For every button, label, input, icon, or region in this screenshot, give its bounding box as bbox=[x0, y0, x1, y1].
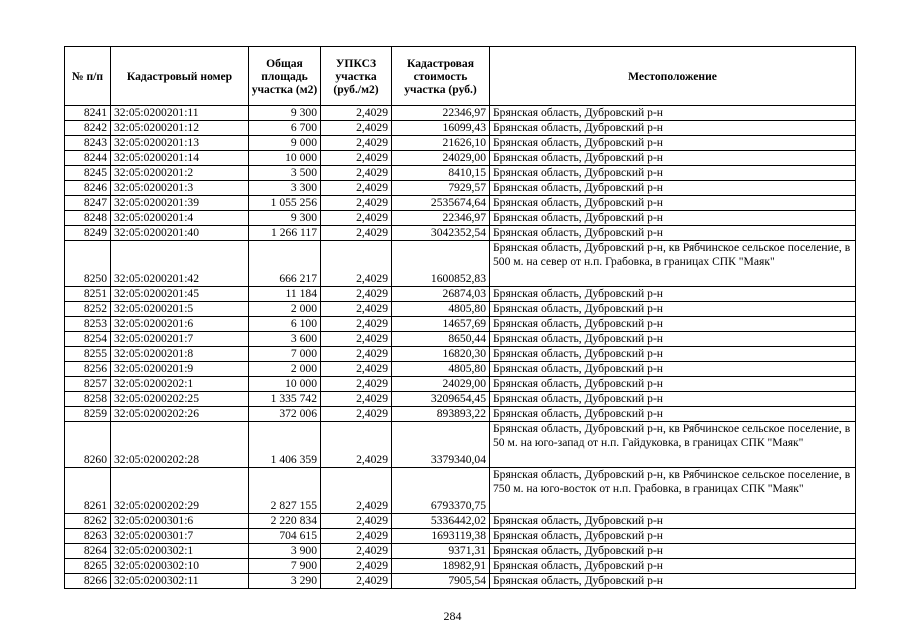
cell-location: Брянская область, Дубровский р-н bbox=[490, 559, 856, 574]
table-row bbox=[65, 407, 856, 422]
cell-area: 10 000 bbox=[249, 151, 321, 166]
table-row bbox=[65, 151, 856, 166]
cell-location: Брянская область, Дубровский р-н, кв Рябчинское сельское поселение, в 750 м. на юго-восток от н.п. Грабовка, в границах СПК "Маяк" bbox=[490, 468, 856, 514]
cell-area: 2 000 bbox=[249, 302, 321, 317]
cell-upks: 2,4029 bbox=[321, 151, 392, 166]
table-row bbox=[65, 241, 856, 287]
cell-cadastral-number: 32:05:0200301:7 bbox=[111, 529, 249, 544]
cell-upks: 2,4029 bbox=[321, 377, 392, 392]
cell-area: 9 300 bbox=[249, 106, 321, 121]
cell-upks: 2,4029 bbox=[321, 559, 392, 574]
header-area: Общая площадь участка (м2) bbox=[249, 47, 321, 106]
cell-upks: 2,4029 bbox=[321, 287, 392, 302]
cell-location: Брянская область, Дубровский р-н bbox=[490, 226, 856, 241]
cell-location: Брянская область, Дубровский р-н bbox=[490, 574, 856, 589]
cell-area: 11 184 bbox=[249, 287, 321, 302]
cell-location: Брянская область, Дубровский р-н bbox=[490, 347, 856, 362]
cell-area: 1 266 117 bbox=[249, 226, 321, 241]
table-row bbox=[65, 422, 856, 468]
cell-location: Брянская область, Дубровский р-н bbox=[490, 317, 856, 332]
cell-num: 8260 bbox=[65, 422, 111, 468]
cell-num: 8247 bbox=[65, 196, 111, 211]
table-row bbox=[65, 121, 856, 136]
cell-cadastral-value: 16820,30 bbox=[392, 347, 490, 362]
cell-cadastral-number: 32:05:0200202:28 bbox=[111, 422, 249, 468]
table-row bbox=[65, 166, 856, 181]
cell-cadastral-number: 32:05:0200302:1 bbox=[111, 544, 249, 559]
cell-location: Брянская область, Дубровский р-н bbox=[490, 106, 856, 121]
cell-area: 3 290 bbox=[249, 574, 321, 589]
cell-cadastral-number: 32:05:0200201:14 bbox=[111, 151, 249, 166]
cell-location: Брянская область, Дубровский р-н bbox=[490, 514, 856, 529]
header-cadastral-value: Кадастровая стоимость участка (руб.) bbox=[392, 47, 490, 106]
table-row bbox=[65, 181, 856, 196]
cell-upks: 2,4029 bbox=[321, 317, 392, 332]
cell-cadastral-number: 32:05:0200201:13 bbox=[111, 136, 249, 151]
cell-num: 8266 bbox=[65, 574, 111, 589]
table-row bbox=[65, 559, 856, 574]
cell-area: 1 406 359 bbox=[249, 422, 321, 468]
cell-upks: 2,4029 bbox=[321, 241, 392, 287]
cell-area: 3 900 bbox=[249, 544, 321, 559]
cell-cadastral-number: 32:05:0200202:29 bbox=[111, 468, 249, 514]
table-row bbox=[65, 211, 856, 226]
cell-num: 8261 bbox=[65, 468, 111, 514]
cell-area: 2 220 834 bbox=[249, 514, 321, 529]
cell-cadastral-value: 1600852,83 bbox=[392, 241, 490, 287]
cell-num: 8255 bbox=[65, 347, 111, 362]
cell-cadastral-value: 22346,97 bbox=[392, 106, 490, 121]
header-num: № п/п bbox=[65, 47, 111, 106]
cell-upks: 2,4029 bbox=[321, 106, 392, 121]
cell-cadastral-value: 18982,91 bbox=[392, 559, 490, 574]
cell-cadastral-value: 22346,97 bbox=[392, 211, 490, 226]
cell-num: 8257 bbox=[65, 377, 111, 392]
table-row bbox=[65, 317, 856, 332]
cell-cadastral-number: 32:05:0200201:11 bbox=[111, 106, 249, 121]
cell-cadastral-number: 32:05:0200201:12 bbox=[111, 121, 249, 136]
cell-upks: 2,4029 bbox=[321, 529, 392, 544]
cell-cadastral-number: 32:05:0200201:8 bbox=[111, 347, 249, 362]
cell-area: 9 300 bbox=[249, 211, 321, 226]
cadastral-table bbox=[64, 46, 856, 589]
cell-num: 8265 bbox=[65, 559, 111, 574]
cell-area: 10 000 bbox=[249, 377, 321, 392]
cell-cadastral-value: 6793370,75 bbox=[392, 468, 490, 514]
table-row bbox=[65, 287, 856, 302]
cell-upks: 2,4029 bbox=[321, 226, 392, 241]
cell-cadastral-number: 32:05:0200201:6 bbox=[111, 317, 249, 332]
cell-cadastral-value: 2535674,64 bbox=[392, 196, 490, 211]
cell-cadastral-number: 32:05:0200201:42 bbox=[111, 241, 249, 287]
cell-location: Брянская область, Дубровский р-н bbox=[490, 196, 856, 211]
table-row bbox=[65, 392, 856, 407]
cell-upks: 2,4029 bbox=[321, 136, 392, 151]
table-row bbox=[65, 377, 856, 392]
cell-num: 8250 bbox=[65, 241, 111, 287]
cell-upks: 2,4029 bbox=[321, 196, 392, 211]
cell-cadastral-value: 1693119,38 bbox=[392, 529, 490, 544]
cell-upks: 2,4029 bbox=[321, 574, 392, 589]
cell-area: 3 500 bbox=[249, 166, 321, 181]
cell-upks: 2,4029 bbox=[321, 407, 392, 422]
cell-location: Брянская область, Дубровский р-н bbox=[490, 121, 856, 136]
cell-cadastral-value: 8410,15 bbox=[392, 166, 490, 181]
cell-cadastral-value: 8650,44 bbox=[392, 332, 490, 347]
cell-location: Брянская область, Дубровский р-н bbox=[490, 332, 856, 347]
cell-area: 704 615 bbox=[249, 529, 321, 544]
cell-location: Брянская область, Дубровский р-н bbox=[490, 544, 856, 559]
table-row bbox=[65, 196, 856, 211]
cell-cadastral-number: 32:05:0200301:6 bbox=[111, 514, 249, 529]
cell-cadastral-value: 16099,43 bbox=[392, 121, 490, 136]
cell-cadastral-value: 3379340,04 bbox=[392, 422, 490, 468]
cell-cadastral-value: 26874,03 bbox=[392, 287, 490, 302]
cell-area: 6 700 bbox=[249, 121, 321, 136]
cell-num: 8252 bbox=[65, 302, 111, 317]
cell-area: 9 000 bbox=[249, 136, 321, 151]
cell-cadastral-value: 14657,69 bbox=[392, 317, 490, 332]
cell-location: Брянская область, Дубровский р-н bbox=[490, 211, 856, 226]
cell-upks: 2,4029 bbox=[321, 544, 392, 559]
cell-num: 8263 bbox=[65, 529, 111, 544]
header-location: Местоположение bbox=[490, 47, 856, 106]
cell-upks: 2,4029 bbox=[321, 362, 392, 377]
cell-cadastral-value: 3042352,54 bbox=[392, 226, 490, 241]
cell-cadastral-number: 32:05:0200201:7 bbox=[111, 332, 249, 347]
cell-location: Брянская область, Дубровский р-н bbox=[490, 166, 856, 181]
cell-location: Брянская область, Дубровский р-н bbox=[490, 377, 856, 392]
cell-cadastral-value: 7929,57 bbox=[392, 181, 490, 196]
cell-num: 8258 bbox=[65, 392, 111, 407]
cell-upks: 2,4029 bbox=[321, 166, 392, 181]
cell-cadastral-value: 9371,31 bbox=[392, 544, 490, 559]
table-body bbox=[65, 106, 856, 589]
cell-upks: 2,4029 bbox=[321, 514, 392, 529]
cell-area: 1 335 742 bbox=[249, 392, 321, 407]
table-row bbox=[65, 136, 856, 151]
cell-upks: 2,4029 bbox=[321, 332, 392, 347]
cell-cadastral-value: 24029,00 bbox=[392, 151, 490, 166]
table-row bbox=[65, 106, 856, 121]
cell-upks: 2,4029 bbox=[321, 302, 392, 317]
cell-area: 1 055 256 bbox=[249, 196, 321, 211]
table-row bbox=[65, 302, 856, 317]
cell-upks: 2,4029 bbox=[321, 422, 392, 468]
cell-num: 8256 bbox=[65, 362, 111, 377]
cell-cadastral-value: 4805,80 bbox=[392, 302, 490, 317]
table-row bbox=[65, 574, 856, 589]
cell-cadastral-number: 32:05:0200202:26 bbox=[111, 407, 249, 422]
cell-cadastral-number: 32:05:0200201:9 bbox=[111, 362, 249, 377]
cell-cadastral-number: 32:05:0200202:25 bbox=[111, 392, 249, 407]
cell-area: 2 000 bbox=[249, 362, 321, 377]
table-row bbox=[65, 529, 856, 544]
cell-num: 8254 bbox=[65, 332, 111, 347]
cell-area: 3 300 bbox=[249, 181, 321, 196]
cell-num: 8251 bbox=[65, 287, 111, 302]
cell-cadastral-number: 32:05:0200201:2 bbox=[111, 166, 249, 181]
cell-cadastral-number: 32:05:0200201:40 bbox=[111, 226, 249, 241]
cell-cadastral-number: 32:05:0200302:10 bbox=[111, 559, 249, 574]
cell-upks: 2,4029 bbox=[321, 468, 392, 514]
cell-location: Брянская область, Дубровский р-н bbox=[490, 302, 856, 317]
table-row bbox=[65, 226, 856, 241]
cell-num: 8246 bbox=[65, 181, 111, 196]
header-upks: УПКСЗ участка (руб./м2) bbox=[321, 47, 392, 106]
cell-location: Брянская область, Дубровский р-н bbox=[490, 529, 856, 544]
table-row bbox=[65, 514, 856, 529]
cell-upks: 2,4029 bbox=[321, 181, 392, 196]
cell-num: 8259 bbox=[65, 407, 111, 422]
cell-area: 666 217 bbox=[249, 241, 321, 287]
cell-cadastral-number: 32:05:0200201:39 bbox=[111, 196, 249, 211]
page-number: 284 bbox=[443, 609, 462, 623]
cell-cadastral-number: 32:05:0200201:3 bbox=[111, 181, 249, 196]
cell-location: Брянская область, Дубровский р-н, кв Рябчинское сельское поселение, в 500 м. на север от н.п. Грабовка, в границах СПК "Маяк" bbox=[490, 241, 856, 287]
cell-upks: 2,4029 bbox=[321, 211, 392, 226]
cell-location: Брянская область, Дубровский р-н, кв Рябчинское сельское поселение, в 50 м. на юго-запад от н.п. Гайдуковка, в границах СПК "Маяк" bbox=[490, 422, 856, 468]
cell-num: 8264 bbox=[65, 544, 111, 559]
cell-area: 7 900 bbox=[249, 559, 321, 574]
header-cadastral-number: Кадастровый номер bbox=[111, 47, 249, 106]
cell-location: Брянская область, Дубровский р-н bbox=[490, 392, 856, 407]
cell-cadastral-value: 5336442,02 bbox=[392, 514, 490, 529]
table-row bbox=[65, 347, 856, 362]
table-row bbox=[65, 544, 856, 559]
header-row bbox=[65, 47, 856, 106]
cell-location: Брянская область, Дубровский р-н bbox=[490, 287, 856, 302]
cell-location: Брянская область, Дубровский р-н bbox=[490, 362, 856, 377]
cell-cadastral-value: 24029,00 bbox=[392, 377, 490, 392]
cell-area: 6 100 bbox=[249, 317, 321, 332]
cell-location: Брянская область, Дубровский р-н bbox=[490, 407, 856, 422]
cell-upks: 2,4029 bbox=[321, 347, 392, 362]
cell-cadastral-value: 893893,22 bbox=[392, 407, 490, 422]
cell-num: 8241 bbox=[65, 106, 111, 121]
cell-cadastral-number: 32:05:0200201:5 bbox=[111, 302, 249, 317]
cell-upks: 2,4029 bbox=[321, 392, 392, 407]
table-row bbox=[65, 468, 856, 514]
cell-num: 8262 bbox=[65, 514, 111, 529]
cell-location: Брянская область, Дубровский р-н bbox=[490, 136, 856, 151]
cell-cadastral-number: 32:05:0200202:1 bbox=[111, 377, 249, 392]
cell-num: 8242 bbox=[65, 121, 111, 136]
cell-area: 2 827 155 bbox=[249, 468, 321, 514]
cell-area: 7 000 bbox=[249, 347, 321, 362]
cell-num: 8248 bbox=[65, 211, 111, 226]
cell-cadastral-value: 21626,10 bbox=[392, 136, 490, 151]
cell-upks: 2,4029 bbox=[321, 121, 392, 136]
cell-cadastral-number: 32:05:0200201:4 bbox=[111, 211, 249, 226]
cell-location: Брянская область, Дубровский р-н bbox=[490, 181, 856, 196]
cell-cadastral-value: 4805,80 bbox=[392, 362, 490, 377]
table-row bbox=[65, 332, 856, 347]
cell-num: 8253 bbox=[65, 317, 111, 332]
cell-num: 8249 bbox=[65, 226, 111, 241]
cell-cadastral-number: 32:05:0200201:45 bbox=[111, 287, 249, 302]
cell-num: 8245 bbox=[65, 166, 111, 181]
cell-area: 3 600 bbox=[249, 332, 321, 347]
cell-cadastral-value: 3209654,45 bbox=[392, 392, 490, 407]
cell-num: 8244 bbox=[65, 151, 111, 166]
cell-location: Брянская область, Дубровский р-н bbox=[490, 151, 856, 166]
cell-cadastral-number: 32:05:0200302:11 bbox=[111, 574, 249, 589]
cell-cadastral-value: 7905,54 bbox=[392, 574, 490, 589]
table-row bbox=[65, 362, 856, 377]
cell-area: 372 006 bbox=[249, 407, 321, 422]
cell-num: 8243 bbox=[65, 136, 111, 151]
